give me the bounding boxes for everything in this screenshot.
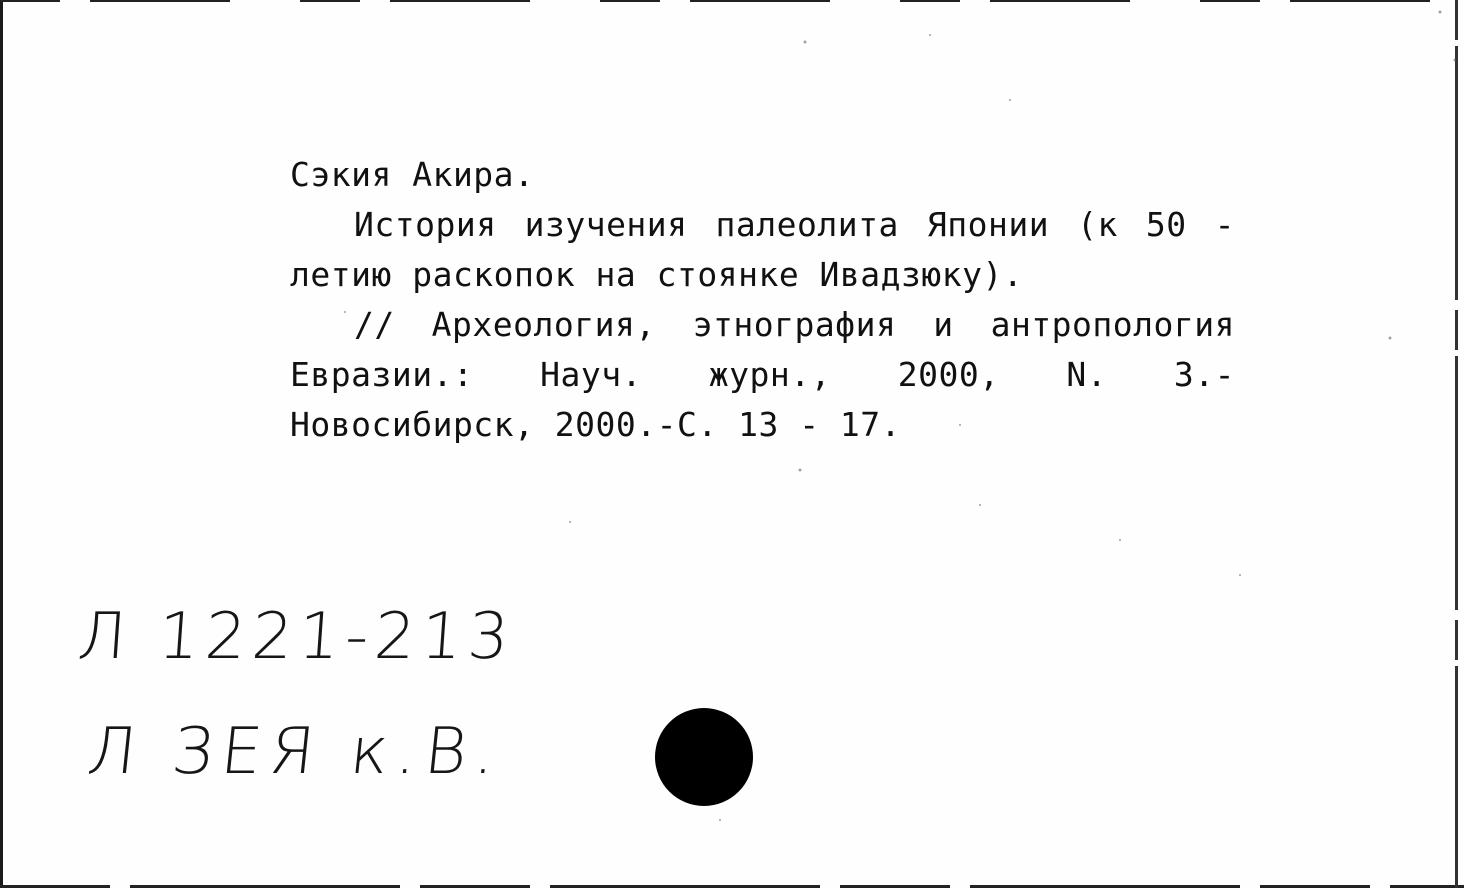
title-line-2: летию раскопок на стоянке Ивадзюку). <box>290 255 1024 294</box>
handwritten-initials: Л ЗЕЯ к.В. <box>84 715 507 789</box>
handwritten-shelfmark: Л 1221-213 <box>75 600 518 674</box>
card-top-edge <box>0 0 1464 2</box>
source-line-1: // Археология, этнография и антропология <box>354 305 1235 344</box>
card-left-edge <box>0 0 3 888</box>
title-line-1: История изучения палеолита Японии (к 50 - <box>354 205 1235 244</box>
author-name: Сэкия Акира. <box>290 155 535 194</box>
bibliographic-entry <box>290 150 1235 450</box>
source-line-3: Новосибирск, 2000.-С. 13 - 17. <box>290 405 902 444</box>
source-line-2: Евразии.: Науч. журн., 2000, N. 3.- <box>290 355 1235 394</box>
card-right-edge <box>1455 0 1458 888</box>
punch-hole <box>655 708 753 806</box>
